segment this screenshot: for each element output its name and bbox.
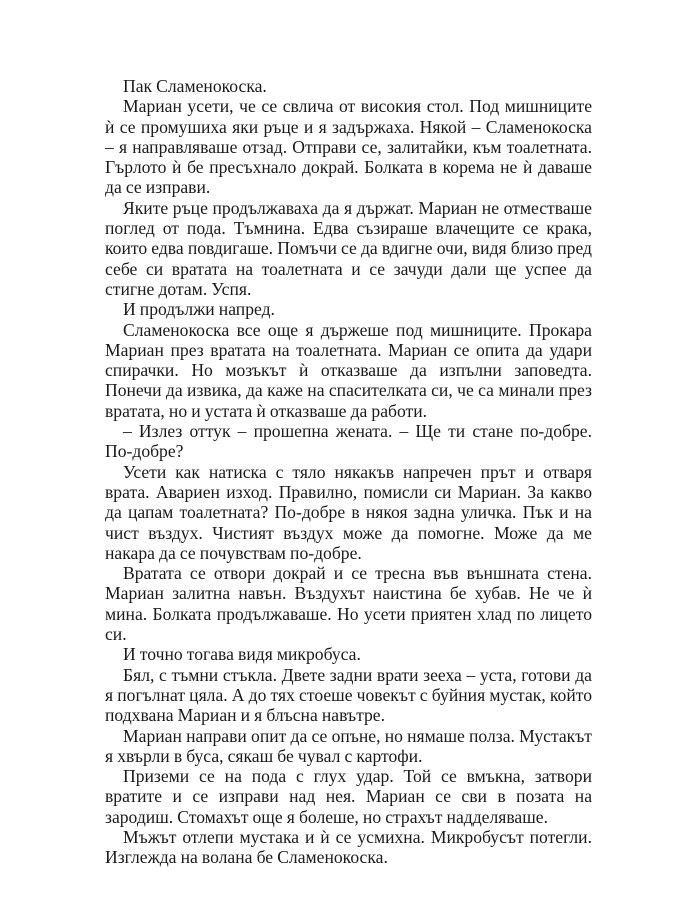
- paragraph: – Излез оттук – прошепна жената. – Ще ти стане по-добре. По-добре?: [105, 421, 592, 462]
- paragraph: Приземи се на пода с глух удар. Той се вмъкна, затвори вратите и се изправи над нея. Мариан се сви в позата на зародиш. Стомахът още я болеше, но страхът надделяваше.: [105, 766, 592, 827]
- paragraph: И продължи напред.: [123, 299, 275, 320]
- paragraph: Пак Сламенокоска.: [123, 76, 267, 96]
- book-page-text: [105, 76, 592, 868]
- paragraph: Мъжът отлепи мустака и ѝ се усмихна. Микробусът потегли. Изглежда на волана бе Сламенокоска.: [105, 826, 592, 868]
- paragraph: И точно тогава видя микробуса.: [123, 644, 361, 665]
- paragraph: Мариан усети, че се свлича от високия стол. Под мишниците ѝ се промушиха яки ръце и я задържаха. Някой – Сламенокоска – я направляваше отзад. Отправи се, залитайки, към тоалетната. Гърлото ѝ бе пресъхнало докрай. Болката в корема не ѝ даваше да се изправи.: [105, 96, 592, 198]
- paragraph: Мариан направи опит да се опъне, но нямаше полза. Мустакът я хвърли в буса, сякаш бе чувал с картофи.: [105, 725, 592, 766]
- paragraph: Усети как натиска с тяло някакъв напречен прът и отваря врата. Авариен изход. Правилно, помисли си Мариан. За какво да цапам тоалетната? По-добре в някоя задна уличка. Пък и на чист въздух. Чистият въздух може да помогне. Може да ме накара да се почувствам по-добре.: [105, 461, 592, 563]
- paragraph: Вратата се отвори докрай и се тресна във външната стена. Мариан залитна навън. Въздухът наистина бе хубав. Не че ѝ мина. Болката продължаваше. Но усети приятен хлад по лицето си.: [105, 563, 592, 645]
- paragraph: Сламенокоска все още я държеше под мишниците. Прокара Мариан през вратата на тоалетната. Мариан се опита да удари спирачки. Но мозъкът ѝ отказваше да изпълни заповедта. Понечи да извика, да каже на спасителката си, че са минали през вратата, но и устата ѝ отказваше да работи.: [105, 319, 592, 421]
- paragraph: Яките ръце продължаваха да я държат. Мариан не отместваше поглед от пода. Тъмнина. Едва съзираше влачещите се крака, които едва повдигаше. Помъчи се да вдигне очи, видя близо пред себе си вратата на тоалетната и се зачуди дали ще успее да стигне дотам. Успя.: [105, 197, 592, 299]
- paragraph: Бял, с тъмни стъкла. Двете задни врати зееха – уста, готови да я погълнат цяла. А до тях стоеше човекът с буйния мустак, който подхвана Мариан и я блъсна навътре.: [105, 664, 592, 726]
